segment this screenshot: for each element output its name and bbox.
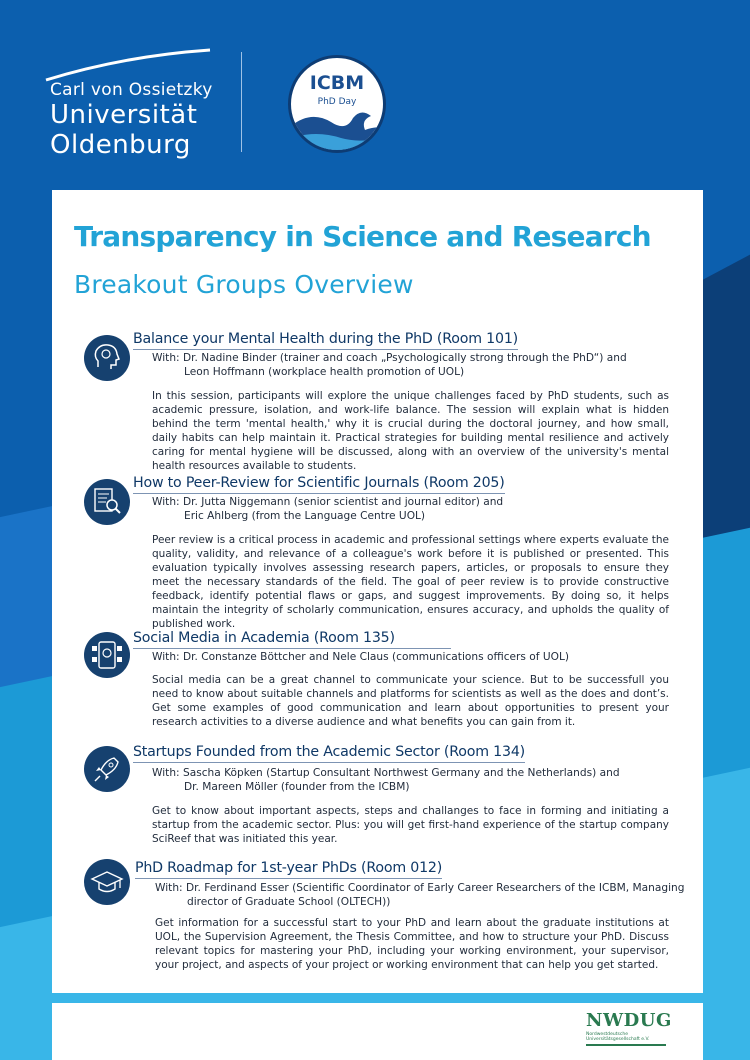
presenter-line: With: Dr. Ferdinand Esser (Scientific Coordinator of Early Career Researchers of the ICBM, Managing	[155, 882, 685, 894]
nwdug-logo-subtitle: Nordwestdeutsche Universitätsgesellschaft e.V.	[586, 1032, 650, 1042]
presenter-line: With: Dr. Nadine Binder (trainer and coach „Psychologically strong through the PhD“) and	[152, 352, 627, 364]
rocket-icon	[84, 746, 130, 792]
session-description: Social media can be a great channel to communicate your science. But to be successfull you need to know about suitable channels and platforms for scientists as well as the does and dont’s. Get some examples of good communication and learn about opportunities to present your research activities to a diverse audience and what benefits you can gain from it.	[152, 674, 669, 728]
content-card	[52, 190, 703, 993]
header-divider	[241, 52, 242, 152]
presenter-line: Dr. Mareen Möller (founder from the ICBM)	[184, 781, 410, 793]
university-name-line1: Carl von Ossietzky	[50, 80, 213, 100]
footer	[52, 1003, 703, 1060]
phd-day-text: PhD Day	[317, 97, 357, 107]
presenter-line: With: Sascha Köpken (Startup Consultant Northwest Germany and the Netherlands) and	[152, 767, 620, 779]
session-description: Get information for a successful start to your PhD and learn about the graduate institutions at UOL, the Supervision Agreement, the Thesis Committee, and how to structure your PhD. Discuss relevant topics for mastering your PhD, including your working environment, your supervisor, your project, and aspects of your project or working environment that can help you get started.	[155, 917, 669, 971]
document-magnifier-icon	[84, 479, 130, 525]
icbm-phd-day-logo	[288, 55, 386, 153]
university-name-line3: Oldenburg	[50, 130, 191, 160]
presenter-line: Eric Ahlberg (from the Language Centre UOL)	[184, 510, 426, 522]
session-description: Peer review is a critical process in academic and professional settings where experts evaluate the quality, validity, and relevance of a colleague's work before it is published or presented. This evaluation typically involves assessing research papers, articles, or proposals to ensure they meet the necessary standards of the field. The goal of peer review is to provide constructive feedback, identify potential flaws or gaps, and suggest improvements. By doing so, it helps maintain the integrity of scholarly communication, ensures accuracy, and upholds the quality of published work.	[152, 534, 669, 630]
session-presenters	[152, 766, 620, 794]
page-subtitle: Breakout Groups Overview	[74, 270, 414, 299]
wave-icon	[291, 108, 383, 153]
nwdug-logo	[586, 1010, 676, 1046]
head-brain-icon	[84, 335, 130, 381]
session-presenters	[152, 495, 503, 523]
header	[0, 0, 750, 190]
presenter-line: With: Dr. Jutta Niggemann (senior scientist and journal editor) and	[152, 496, 504, 508]
session-presenters	[152, 650, 569, 664]
presenter-line: Leon Hoffmann (workplace health promotion of UOL)	[184, 366, 465, 378]
session-description: Get to know about important aspects, steps and challanges to face in forming and initiating a startup from the academic sector. Plus: you will get first-hand experience of the startup company SciReef that was initiated this year.	[152, 805, 669, 845]
smartphone-social-icon	[84, 632, 130, 678]
nwdug-logo-text: NWDUG	[586, 1010, 672, 1031]
university-wordmark	[50, 80, 213, 160]
session-title: Social Media in Academia (Room 135)	[133, 630, 451, 649]
page-title: Transparency in Science and Research	[74, 220, 651, 253]
graduation-cap-icon	[84, 859, 130, 905]
university-name-line2: Universität	[50, 100, 198, 130]
session-title: PhD Roadmap for 1st-year PhDs (Room 012)	[135, 860, 442, 879]
presenter-line: director of Graduate School (OLTECH))	[187, 896, 391, 908]
session-title: How to Peer-Review for Scientific Journals (Room 205)	[133, 475, 505, 494]
session-title: Startups Founded from the Academic Sector (Room 134)	[133, 744, 525, 763]
session-description: In this session, participants will explore the unique challenges faced by PhD students, such as academic pressure, isolation, and work-life balance. The session will explain what is hidden behind the term 'mental health,' why it is crucial during the doctoral journey, and how small, daily habits can help maintain it. Practical strategies for building mental resilience and actively caring for mental hygiene will be discussed, along with an overview of the university's mental health resources available to students.	[152, 390, 669, 472]
presenter-line: With: Dr. Constanze Böttcher and Nele Claus (communications officers of UOL)	[152, 651, 569, 663]
icbm-logo-text: ICBM	[309, 72, 365, 94]
session-title: Balance your Mental Health during the PhD (Room 101)	[133, 331, 518, 350]
session-presenters	[155, 881, 684, 909]
session-presenters	[152, 351, 627, 379]
